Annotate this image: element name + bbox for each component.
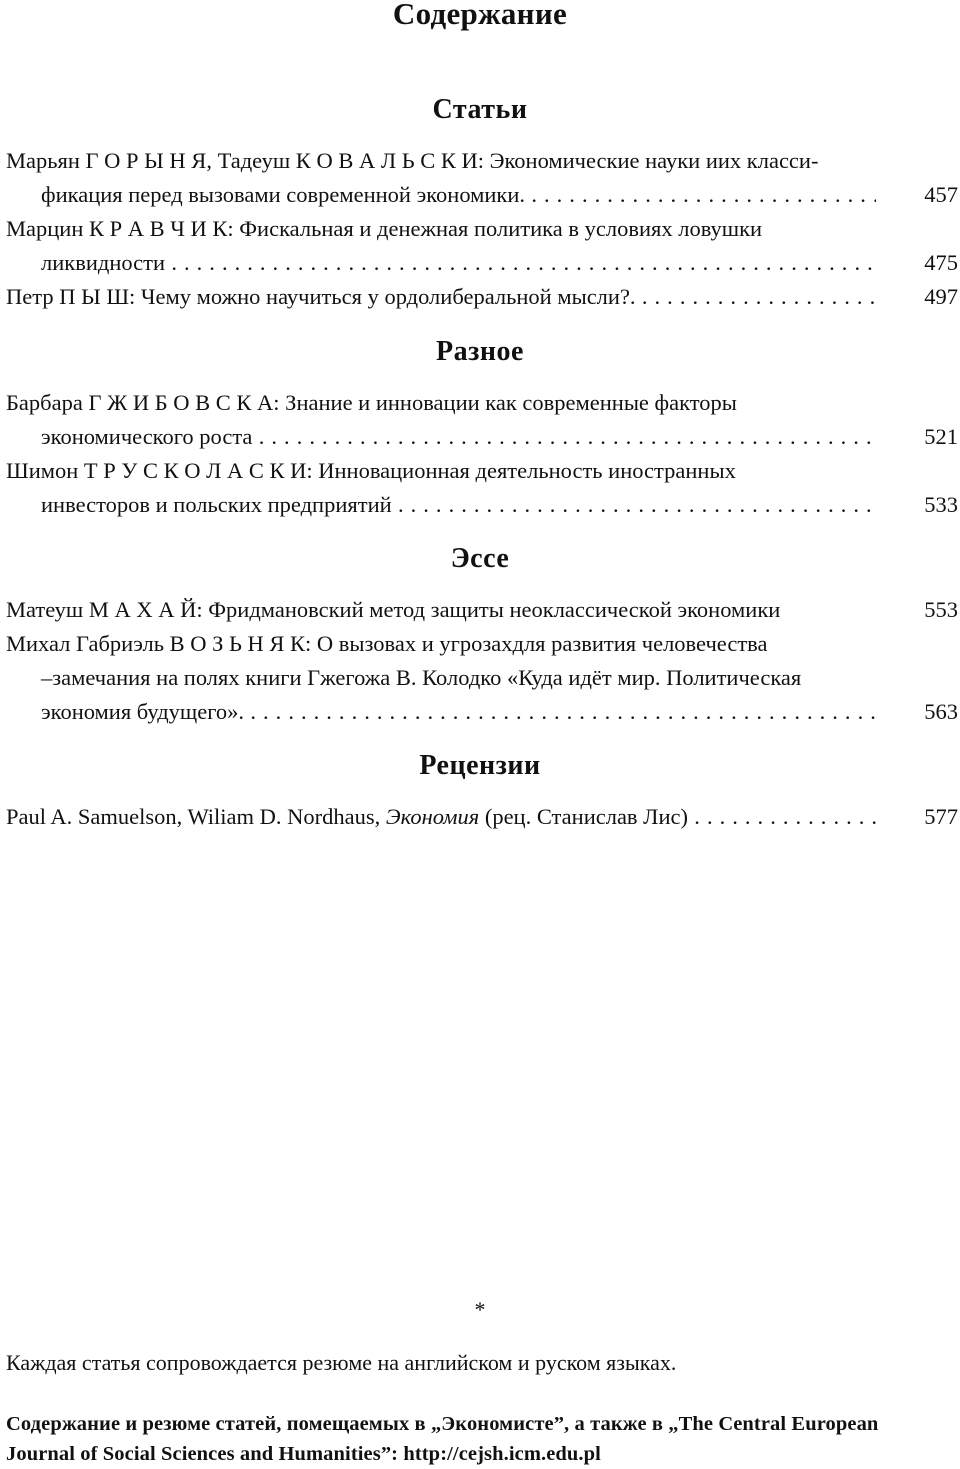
toc-entry-title-part: Михал Габриэль В О З Ь Н Я К: О вызовах и угрозахдля развития человечества bbox=[6, 631, 768, 656]
toc-entry-title-part: Матеуш М А Х А Й: Фридмановский метод защиты неоклассической экономики bbox=[6, 597, 781, 622]
toc-page-number: 475 bbox=[924, 250, 958, 275]
toc-entry[interactable] bbox=[0, 144, 960, 212]
section-heading-articles: Статьи bbox=[432, 94, 528, 125]
toc-entry-title-part: –замечания на полях книги Гжегожа В. Колодко «Куда идёт мир. Политическая bbox=[41, 665, 802, 690]
toc-entry[interactable] bbox=[0, 593, 960, 627]
toc-entry-line bbox=[0, 593, 960, 627]
toc-page-number: 497 bbox=[924, 284, 958, 309]
toc-entry-line bbox=[0, 280, 960, 314]
toc-entry-line bbox=[0, 178, 960, 212]
toc-entry-line bbox=[0, 420, 960, 454]
toc-entry-line bbox=[0, 488, 960, 522]
toc-entry-title-part: ликвидности . . . bbox=[41, 246, 876, 280]
toc-entry-line bbox=[0, 386, 960, 420]
toc-entry[interactable] bbox=[0, 627, 960, 729]
toc-entry-line bbox=[0, 144, 960, 178]
toc-entry-line bbox=[0, 454, 960, 488]
toc-entry-title-part: Петр П Ы Ш: Чему можно научиться у ордолиберальной мысли?. . . . bbox=[6, 280, 876, 314]
toc-entry-title-part: , Тадеуш К О В А Л Ь С К И: Экономические науки иих класси- bbox=[206, 148, 819, 173]
section-heading-essays: Эссе bbox=[450, 543, 510, 574]
toc-entry-title-part: Шимон Т Р У С К О Л А С К И: Инновационная деятельность иностранных bbox=[6, 458, 736, 483]
toc-entry-line bbox=[0, 661, 960, 695]
toc-entry-author-last: Г О Р Ы Н Я bbox=[85, 148, 207, 173]
toc-entry[interactable] bbox=[0, 212, 960, 280]
toc-entry-title-part: фикация перед вызовами современной экономики. . . . bbox=[41, 178, 876, 212]
toc-entry-title-part: Барбара Г Ж И Б О В С К А: Знание и инновации как современные факторы bbox=[6, 390, 737, 415]
footer-line-1: Содержание и резюме статей, помещаемых в „Экономисте”, а также в „The Central European bbox=[6, 1413, 879, 1435]
toc-entry-title-part: экономического роста . . . bbox=[41, 420, 876, 454]
toc-entry-title-part: экономия будущего». . . . bbox=[41, 695, 876, 729]
toc-entry-title-part: инвесторов и польских предприятий . . . bbox=[41, 488, 876, 522]
toc-page-number: 533 bbox=[924, 492, 958, 517]
section-heading-misc: Разное bbox=[436, 336, 524, 367]
toc-entry[interactable] bbox=[0, 800, 960, 834]
section-heading-reviews: Рецензии bbox=[419, 750, 541, 781]
toc-page-number: 563 bbox=[924, 699, 958, 724]
toc-page-number: 577 bbox=[924, 804, 958, 829]
footer-notice bbox=[6, 1409, 956, 1469]
separator-asterisk: * bbox=[474, 1297, 486, 1322]
toc-page-number: 553 bbox=[924, 597, 958, 622]
toc-entry-title-part: Марцин К Р А В Ч И К: Фискальная и денежная политика в условиях ловушки bbox=[6, 216, 763, 241]
summary-note: Каждая статья сопровождается резюме на английском и руском языках. bbox=[6, 1350, 677, 1375]
toc-entry[interactable] bbox=[0, 386, 960, 454]
toc-entry-author-first: Марьян bbox=[6, 148, 86, 173]
footer-line-2: Journal of Social Sciences and Humanities”: http://cejsh.icm.edu.pl bbox=[6, 1443, 601, 1465]
toc-page-number: 521 bbox=[924, 424, 958, 449]
toc-entry-line bbox=[0, 800, 960, 834]
toc-entry[interactable] bbox=[0, 454, 960, 522]
toc-entry-line bbox=[0, 246, 960, 280]
toc-entry-line bbox=[0, 627, 960, 661]
toc-page-number: 457 bbox=[924, 182, 958, 207]
toc-entry-book-title: Экономия bbox=[385, 804, 480, 829]
toc-entry-reviewer: (рец. Станислав Лис) bbox=[479, 804, 688, 829]
toc-entry-line bbox=[0, 212, 960, 246]
toc-entry-line bbox=[0, 695, 960, 729]
toc-entry[interactable] bbox=[0, 280, 960, 314]
toc-entry-authors: Paul A. Samuelson, Wiliam D. Nordhaus, bbox=[6, 804, 386, 829]
page-title: Содержание bbox=[392, 0, 568, 31]
